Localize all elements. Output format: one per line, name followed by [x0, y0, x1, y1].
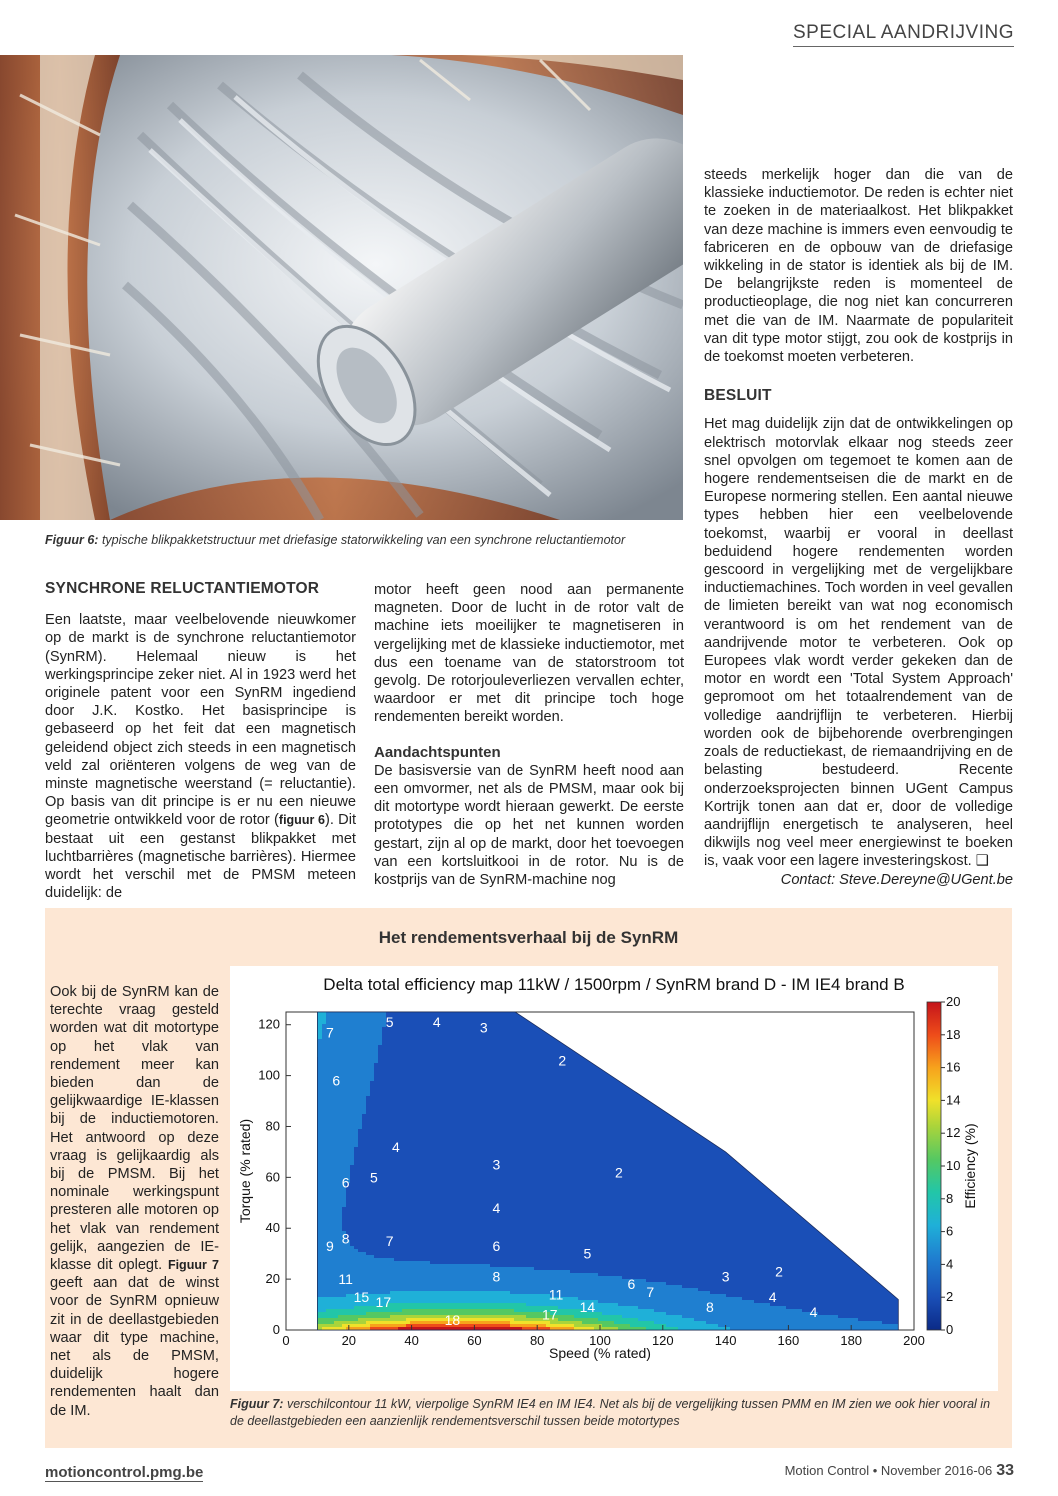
figure7-reference: Figuur 7	[167, 1258, 219, 1273]
box-text-a: Ook bij de SynRM kan de terechte vraag gesteld worden wat dit motortype op het vlak van rendement meer kan bieden dan de gelijkwaardige IE-klassen bij de inductiemotoren. Het antwoord op deze vraag is gelijkaardig als bij de PMSM. Bij het nominale werkingspunt presteren alle motoren op het vlak van rendement gelijk, aangezien de IE-klasse dit oplegt.	[50, 984, 219, 1274]
x-axis-label: Speed (% rated)	[549, 1345, 651, 1361]
y-tick-label: 0	[272, 1322, 280, 1337]
x-tick-label: 140	[714, 1333, 737, 1348]
contour-label: 6	[332, 1072, 341, 1089]
x-tick-label: 180	[840, 1333, 863, 1348]
contour-label: 5	[370, 1169, 378, 1186]
right-paragraph-1: steeds merkelijk hoger dan die van de klassieke inductiemotor. De reden is echter niet te zoeken in de materiaalkost. Het blikpakket van deze machine is immers even eenvoudig te fabriceren en de opbouw van de driefasige wikkeling in de stator is identiek als bij de IM. De belangrijkste reden is momenteel de productieoplage, die nog niet kan concurreren met die van de IM. Naarmate de populariteit van dit type motor stijgt, zou ook de kostprijs in de toekomst moeten verbeteren.	[704, 167, 1013, 366]
contour-label: 14	[579, 1299, 596, 1316]
contour-label: 4	[809, 1304, 818, 1321]
x-tick-label: 160	[777, 1333, 800, 1348]
contour-label: 11	[548, 1286, 564, 1303]
y-tick-label: 120	[258, 1016, 280, 1032]
website-link[interactable]: motioncontrol.pmg.be	[45, 1464, 204, 1481]
middle-column	[374, 581, 684, 889]
colorbar-label: Efficiency (%)	[962, 1123, 978, 1209]
efficiency-chart-svg	[230, 966, 998, 1391]
publication-info: Motion Control • November 2016-06	[784, 1463, 993, 1478]
colorbar	[927, 1002, 941, 1330]
right-column	[704, 166, 1013, 889]
figure6-label: Figuur 6:	[45, 533, 99, 547]
aandachtspunten-heading: Aandachtspunten	[374, 743, 501, 761]
contour-label: 4	[492, 1199, 501, 1216]
colorbar-tick-label: 20	[946, 994, 961, 1009]
contour-label: 7	[385, 1232, 394, 1249]
x-tick-label: 200	[903, 1333, 925, 1348]
contour-label: 3	[479, 1019, 488, 1036]
colorbar-tick-label: 14	[946, 1092, 961, 1108]
colorbar-tick-label: 6	[946, 1223, 954, 1239]
contour-label: 15	[353, 1288, 370, 1305]
contour-label: 7	[326, 1024, 334, 1041]
contour-label: 6	[627, 1276, 636, 1293]
y-tick-label: 20	[265, 1271, 280, 1287]
contour-label: 7	[646, 1283, 655, 1300]
rotor-illustration	[0, 55, 683, 520]
y-axis-label: Torque (% rated)	[237, 1118, 253, 1224]
contour-label: 2	[775, 1263, 783, 1280]
efficiency-chart	[230, 966, 998, 1391]
left-column	[45, 580, 356, 902]
x-tick-label: 40	[404, 1333, 419, 1348]
x-tick-label: 60	[467, 1333, 482, 1348]
contour-label: 3	[492, 1156, 501, 1173]
contour-label: 3	[721, 1268, 730, 1285]
figure6-caption	[45, 533, 685, 547]
contact-line: Contact: Steve.Dereyne@UGent.be	[780, 871, 1013, 888]
figure6-caption-text: typische blikpakketstructuur met driefasige statorwikkeling van een synchrone reluctantiemotor	[98, 533, 626, 547]
x-tick-label: 20	[341, 1333, 357, 1348]
figure7-label: Figuur 7:	[230, 1397, 284, 1411]
y-tick-label: 100	[258, 1067, 280, 1083]
contour-label: 17	[541, 1306, 558, 1323]
contour-label: 5	[385, 1014, 394, 1031]
contour-label: 4	[432, 1014, 441, 1031]
colorbar-tick-label: 2	[946, 1289, 954, 1305]
colorbar-tick-label: 16	[946, 1059, 961, 1075]
contour-label: 9	[326, 1238, 334, 1255]
x-tick-label: 80	[529, 1333, 545, 1348]
besluit-heading: BESLUIT	[704, 387, 772, 405]
contour-label: 18	[444, 1311, 461, 1328]
contour-label: 6	[492, 1238, 501, 1255]
page-number: 33	[996, 1462, 1014, 1479]
contour-label: 17	[375, 1294, 392, 1311]
synrm-heading: SYNCHRONE RELUCTANTIEMOTOR	[45, 580, 320, 597]
box-text	[50, 983, 219, 1420]
left-paragraph-1	[45, 611, 356, 902]
middle-paragraph-2: De basisversie van de SynRM heeft nood aan een omvormer, net als de PMSM, maar ook bij dit motortype wordt hieraan gewerkt. De eerste prototypes die op het net kunnen worden gestart, zijn al op de markt, door het toevoegen van een kortsluitkooi in de rotor. Nu is de kostprijs van de SynRM-machine nog	[374, 762, 684, 889]
x-tick-label: 100	[589, 1333, 611, 1348]
contour-label: 8	[706, 1299, 714, 1316]
colorbar-tick-label: 10	[946, 1158, 961, 1173]
contour-label: 8	[341, 1230, 350, 1247]
y-tick-label: 80	[265, 1118, 280, 1134]
contour-label: 2	[614, 1164, 623, 1181]
colorbar-tick-label: 18	[946, 1026, 961, 1042]
colorbar-tick-label: 12	[946, 1125, 961, 1141]
figure7-caption-text: verschilcontour 11 kW, vierpolige SynRM IE4 en IM IE4. Net als bij de vergelijking tussen PMM en IM zien we ook hier vooral in de deellastgebieden een aanzienlijk rendementsverschil tussen beide motortypes	[230, 1397, 991, 1428]
figure6-reference: figuur 6	[278, 813, 325, 828]
chart-title: Delta total efficiency map 11kW / 1500rpm / SynRM brand D - IM IE4 brand B	[323, 975, 905, 994]
rotor-photo	[0, 55, 683, 520]
x-tick-label: 0	[282, 1333, 290, 1348]
contour-label: 5	[583, 1245, 592, 1262]
section-label: SPECIAL AANDRIJVING	[793, 22, 1014, 47]
footer-publication	[785, 1462, 1014, 1480]
contour-label: 2	[558, 1052, 567, 1069]
y-tick-label: 60	[265, 1169, 280, 1185]
middle-paragraph-1: motor heeft geen nood aan permanente magneten. Door de lucht in de rotor valt de machine iets moeilijker te magnetiseren in vergelijking met de klassieke inductiemotor, met dus een toename van de statorstroom tot gevolg. De rotorjouleverliezen vervallen echter, waardoor er met dit principe toch hoge rendementen bereikt worden.	[374, 582, 684, 726]
colorbar-tick-label: 8	[946, 1190, 954, 1206]
y-tick-label: 40	[265, 1220, 280, 1236]
contour-label: 11	[338, 1271, 353, 1288]
contour-label: 4	[392, 1138, 400, 1155]
box-text-b: geeft aan dat de winst voor de SynRM opnieuw zit in de deellastgebieden waar dit type machine, net als de PMSM, duidelijk hogere rendementen haalt dan de IM.	[50, 1275, 219, 1419]
box-title: Het rendementsverhaal bij de SynRM	[378, 928, 679, 947]
right-paragraph-2: Het mag duidelijk zijn dat de ontwikkelingen op elektrisch motorvlak elkaar nog steeds zeer snel opvolgen om tegemoet te komen aan de hogere rendementseisen die de markt en de Europese normering stellen. Een aantal nieuwe types hebben hier een veelbelovende toekomst, waarbij er vooral in deellast beduidend hogere rendementen worden gescoord in vergelijking met de vergelijkbare inductiemachines. Toch worden in veel gevallen de limieten bereikt van wat nog economisch verantwoord is om het rendement van de aandrijvende motor te verbeteren. Ook op Europees vlak wordt verder gekeken dan de motor en wordt een 'Total System Approach' gepromoot om het totaalrendement van de volledige aandrijflijn te verbeteren. Hierbij worden ook de bijbehorende overbrengingen zoals de reductiekast, de riemaandrijving en de belasting bestudeerd. Recente onderzoeksprojecten binnen UGent Campus Kortrijk tonen aan dat er, door de volledige aandrijflijn energetisch te analyseren, heel dikwijls nog veel meer energiewinst te boeken is, vaak voor een lagere investeringskost. ❑	[704, 416, 1013, 870]
contour-label: 8	[492, 1268, 501, 1285]
figure7-caption	[230, 1396, 1000, 1430]
contour-label: 6	[341, 1174, 350, 1191]
colorbar-tick-label: 0	[946, 1322, 954, 1337]
x-tick-label: 120	[651, 1333, 674, 1348]
colorbar-tick-label: 4	[946, 1256, 954, 1272]
left-paragraph-1a: Een laatste, maar veelbelovende nieuwkomer op de markt is de synchrone reluctantiemotor (SynRM). Helemaal nieuw is het werkingsprincipe zeker niet. Al in 1923 werd het originele patent voor een SynRM ingediend door J.K. Kostko. Het basisprincipe is gebaseerd op het feit dat een magnetisch geleidend object zich steeds in een magnetisch veld zal oriënteren volgens de weg van de minste magnetische weerstand (= reluctantie). Op basis van dit principe is er nu een nieuwe geometrie ontwikkeld voor de rotor (	[45, 612, 356, 829]
contour-label: 4	[768, 1288, 777, 1305]
left-paragraph-1b: ). Dit bestaat uit een gestanst blikpakket met luchtbarrières (magnetische barrières). Hiermee wordt het verschil met de PMSM meteen duidelijk: de	[45, 812, 356, 902]
